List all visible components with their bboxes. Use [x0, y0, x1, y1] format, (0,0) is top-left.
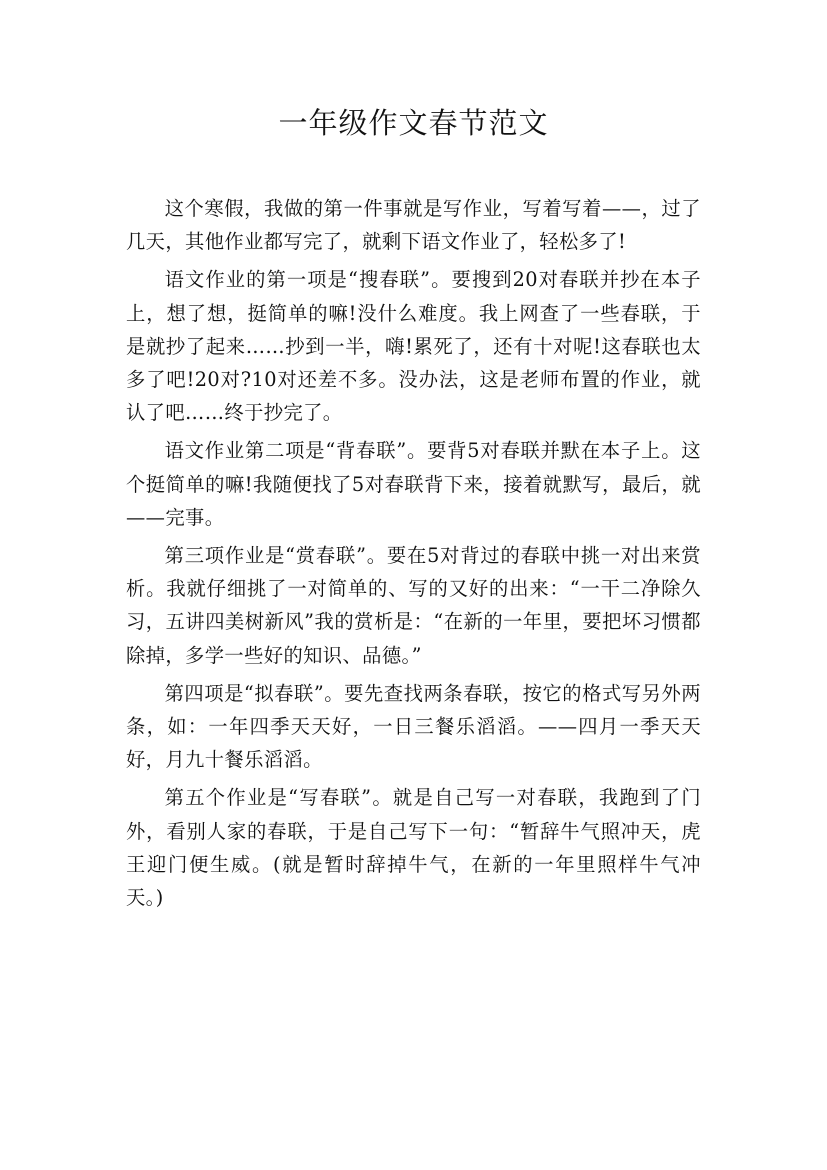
paragraph-4: 第三项作业是“赏春联”。要在5对背过的春联中挑一对出来赏析。我就仔细挑了一对简单的、写的又好的出来：“一干二净除久习，五讲四美树新风”我的赏析是：“在新的一年里，要把坏习惯都除掉，多学一些好的知识、品德。”	[126, 544, 701, 667]
paragraph-1: 这个寒假，我做的第一件事就是写作业，写着写着——，过了几天，其他作业都写完了，就剩下语文作业了，轻松多了!	[126, 197, 701, 254]
paragraph-2: 语文作业的第一项是“搜春联”。要搜到20对春联并抄在本子上，想了想，挺简单的嘛!没什么难度。我上网查了一些春联，于是就抄了起来……抄到一半，嗨!累死了，还有十对呢!这春联也太多了吧!20对?10对还差不多。没办法，这是老师布置的作业，就认了吧……终于抄完了。	[126, 268, 701, 425]
paragraph-6: 第五个作业是“写春联”。就是自己写一对春联，我跑到了门外，看别人家的春联，于是自己写下一句：“暂辞牛气照冲天，虎王迎门便生威。(就是暂时辞掉牛气，在新的一年里照样牛气冲天。)	[126, 786, 701, 910]
paragraph-3: 语文作业第二项是“背春联”。要背5对春联并默在本子上。这个挺简单的嘛!我随便找了5对春联背下来，接着就默写，最后，就——完事。	[126, 439, 701, 529]
document-body	[126, 192, 701, 919]
paragraph-5: 第四项是“拟春联”。要先查找两条春联，按它的格式写另外两条，如：一年四季天天好，一日三餐乐滔滔。——四月一季天天好，月九十餐乐滔滔。	[126, 681, 701, 772]
document-title: 一年级作文春节范文	[278, 106, 549, 140]
